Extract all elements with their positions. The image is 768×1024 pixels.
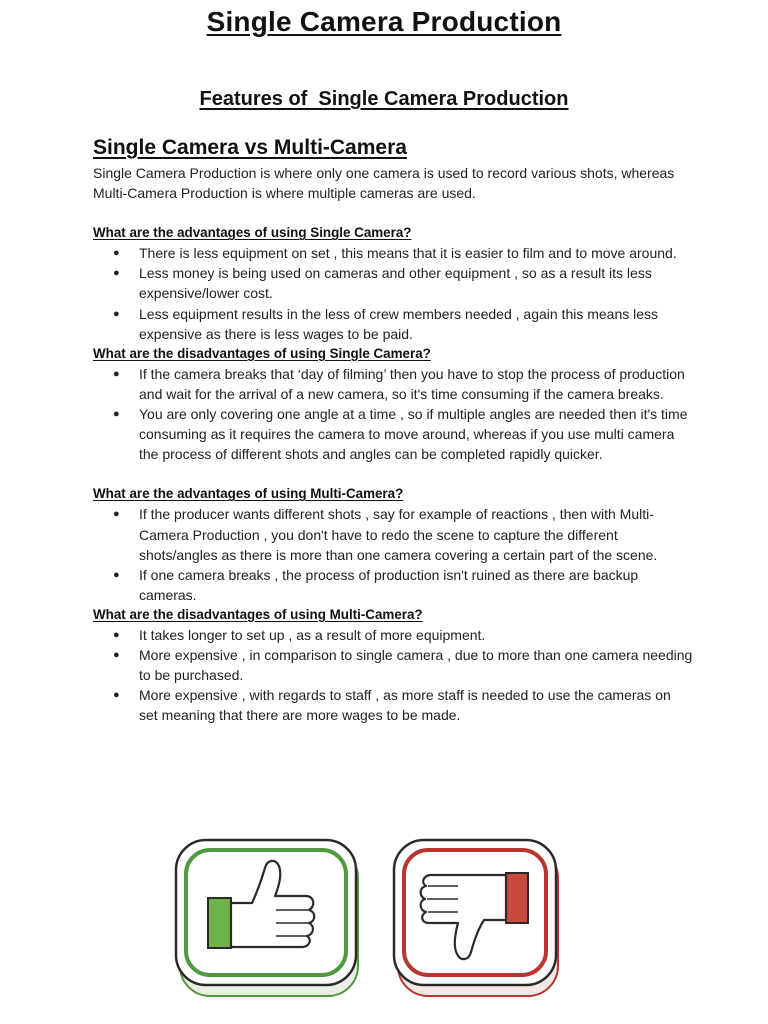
- bullet-list: [93, 625, 693, 725]
- list-item: ● There is less equipment on set , this means that it is easier to film and to move around.: [139, 243, 693, 263]
- list-item: ● Less equipment results in the less of crew members needed , again this means less expensive as there is less wages to be paid.: [139, 304, 693, 344]
- page-title: Single Camera Production: [206, 6, 562, 37]
- spacer: [93, 464, 693, 484]
- list-item: ● If the camera breaks that ‘day of filming’ then you have to stop the process of production and wait for the arrival of a new camera, so it's time consuming if the camera breaks.: [139, 364, 693, 404]
- document-body: [93, 163, 693, 725]
- list-item: ● It takes longer to set up , as a result of more equipment.: [139, 625, 693, 645]
- list-item: ● More expensive , with regards to staff , as more staff is needed to use the cameras on set meaning that there are more wages to be made.: [139, 685, 693, 725]
- section-heading: Single Camera vs Multi-Camera: [93, 136, 407, 159]
- thumbs-down-icon: [394, 840, 558, 996]
- bullet-list: [93, 504, 693, 604]
- thumbs-up-icon: [176, 840, 358, 996]
- intro-paragraph: Single Camera Production is where only one camera is used to record various shots, whereas Multi-Camera Production is where multiple cameras are used.: [93, 165, 675, 202]
- list-item: ● If one camera breaks , the process of production isn't ruined as there are backup cameras.: [139, 565, 693, 605]
- question-heading: What are the disadvantages of using Multi-Camera?: [93, 606, 423, 622]
- question-heading: What are the disadvantages of using Single Camera?: [93, 345, 431, 361]
- page-subtitle: Features of Single Camera Production: [199, 88, 569, 110]
- list-item: ● More expensive , in comparison to single camera , due to more than one camera needing to be purchased.: [139, 645, 693, 685]
- bullet-list: [93, 364, 693, 464]
- question-heading: What are the advantages of using Multi-Camera?: [93, 486, 404, 502]
- question-heading: What are the advantages of using Single Camera?: [93, 225, 412, 241]
- bullet-list: [93, 243, 693, 343]
- list-item: ● You are only covering one angle at a time , so if multiple angles are needed then it's time consuming as it requires the camera to move around, whereas if you use multi camera the process of different shots and angles can be completed rapidly quicker.: [139, 404, 693, 464]
- list-item: ● If the producer wants different shots , say for example of reactions , then with Multi-Camera Production , you don't have to redo the scene to capture the different shots/angles as there is more than one camera covering a certain part of the scene.: [139, 504, 693, 564]
- list-item: ● Less money is being used on cameras and other equipment , so as a result its less expensive/lower cost.: [139, 263, 693, 303]
